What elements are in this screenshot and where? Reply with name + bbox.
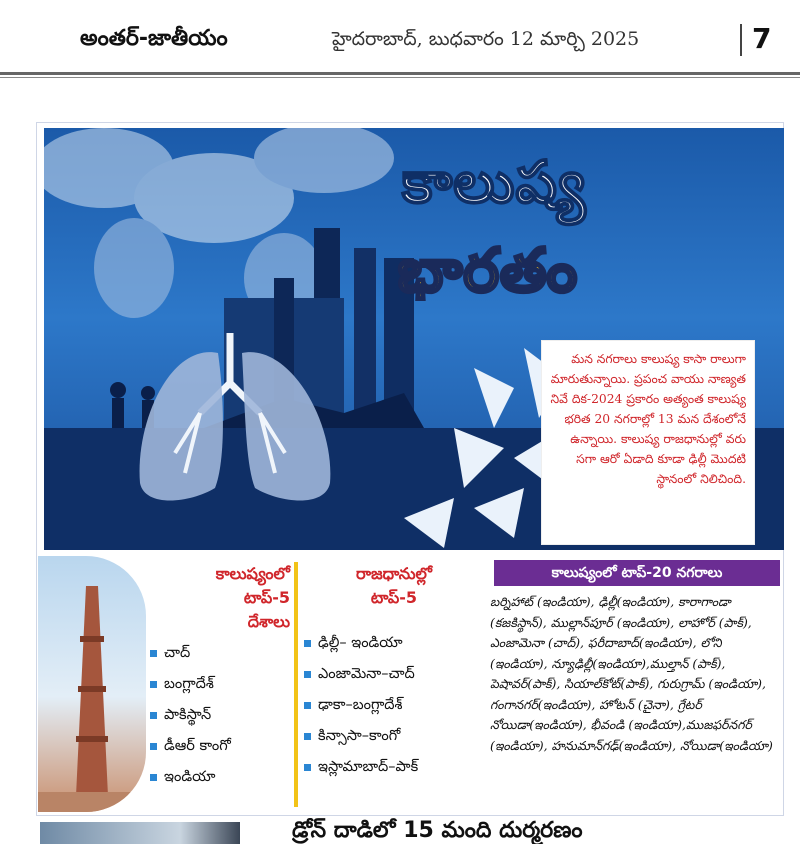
list-item: ఎంజామెనా–చాద్‌ [304, 659, 484, 690]
countries-heading-3: దేశాలు [247, 612, 290, 631]
bullet-icon [304, 764, 311, 771]
bullet-icon [150, 743, 157, 750]
top20-cities [490, 560, 780, 756]
qutub-minar-photo [38, 556, 146, 812]
bullet-icon [304, 733, 311, 740]
dateline: హైదరాబాద్‌, బుధవారం 12 మార్చి 2025 [332, 28, 640, 50]
column-divider [294, 562, 298, 807]
list-item: ఢాకా–బంగ్లాదేశ్‌ [304, 690, 484, 721]
hero-title-line1: కాలుష్య [402, 148, 587, 216]
bullet-icon [150, 774, 157, 781]
header-rule-thin [0, 77, 800, 78]
section-name: అంతర్‌-జాతీయం [80, 26, 228, 51]
list-item: ఇస్లామాబాద్‌–పాక్‌ [304, 752, 484, 783]
top5-countries [150, 562, 290, 793]
list-item: ఢిల్లీ– ఇండియా [304, 628, 484, 659]
bullet-icon [150, 681, 157, 688]
list-item: చాద్‌ [150, 638, 290, 669]
list-item: ఇండియా [150, 762, 290, 793]
page-header [0, 0, 800, 72]
top5-capitals [304, 562, 484, 783]
next-story-photo [40, 822, 240, 844]
page-number: 7 [752, 22, 772, 55]
countries-list [150, 638, 290, 793]
header-rule [0, 72, 800, 75]
top20-heading: కాలుష్యంలో టాప్‌-20 నగరాలు [494, 560, 780, 586]
list-item: డీఆర్‌ కాంగో [150, 731, 290, 762]
capitals-list [304, 628, 484, 783]
list-item: కిన్సాసా–కాంగో [304, 721, 484, 752]
bullet-icon [304, 640, 311, 647]
countries-heading-1: కాలుష్యంలో [215, 564, 290, 583]
intro-box [541, 340, 755, 545]
bullet-icon [304, 702, 311, 709]
capitals-heading-1: రాజధానుల్లో [355, 564, 433, 583]
bullet-icon [150, 712, 157, 719]
hero-title-line2: భారతం [398, 236, 578, 306]
minaret-icon [38, 556, 146, 812]
list-item: పాకిస్థాన్‌ [150, 700, 290, 731]
header-divider [740, 24, 742, 56]
countries-heading-2: టాప్‌-5 [243, 588, 290, 607]
intro-text: మన నగరాలు కాలుష్య కాసా రాలుగా మారుతున్నాయి. ప్రపంచ వాయు నాణ్యత నివే దిక-2024 ప్రకారం అత్యంత కాలుష్య భరిత 20 నగరాల్లో 13 మన దేశంలోనే ఉన్నాయి. కాలుష్య రాజధానుల్లో వరు సగా ఆరో ఏడాది కూడా ఢిల్లీ మొదటి స్థానంలో నిలిచింది. [550, 352, 746, 486]
capitals-heading-2: టాప్‌-5 [370, 588, 418, 607]
bullet-icon [150, 650, 157, 657]
next-story-headline: డ్రోన్‌ దాడిలో 15 మంది దుర్మరణం [292, 818, 583, 843]
lungs-icon [130, 313, 360, 513]
top20-text: బర్నిహాట్‌ (ఇండియా), ఢిల్లీ(ఇండియా), కారాగాండా (కజకిస్థాన్‌), ముల్లాన్‌పూర్‌ (ఇండియా), లాహోర్‌ (పాక్‌), ఎంజామెనా (చాద్‌), ఫరీదాబాద్‌(ఇండియా), లోని (ఇండియా), న్యూఢిల్లీ(ఇండియా),ముల్తాన్‌ (పాక్‌), పెషావర్‌(పాక్‌), సియాల్‌కోట్‌(పాక్‌), గురుగ్రామ్‌ (ఇండియా), గంగానగర్‌(ఇండియా), హోటన్‌ (చైనా), గ్రేటర్‌ నోయిడా(ఇండియా), భీవండి (ఇండియా),ముజఫర్‌నగర్‌ (ఇండియా), హనుమాన్‌గఢ్‌(ఇండియా), నోయిడా(ఇండియా) [490, 594, 773, 753]
list-item: బంగ్లాదేశ్‌ [150, 669, 290, 700]
bullet-icon [304, 671, 311, 678]
